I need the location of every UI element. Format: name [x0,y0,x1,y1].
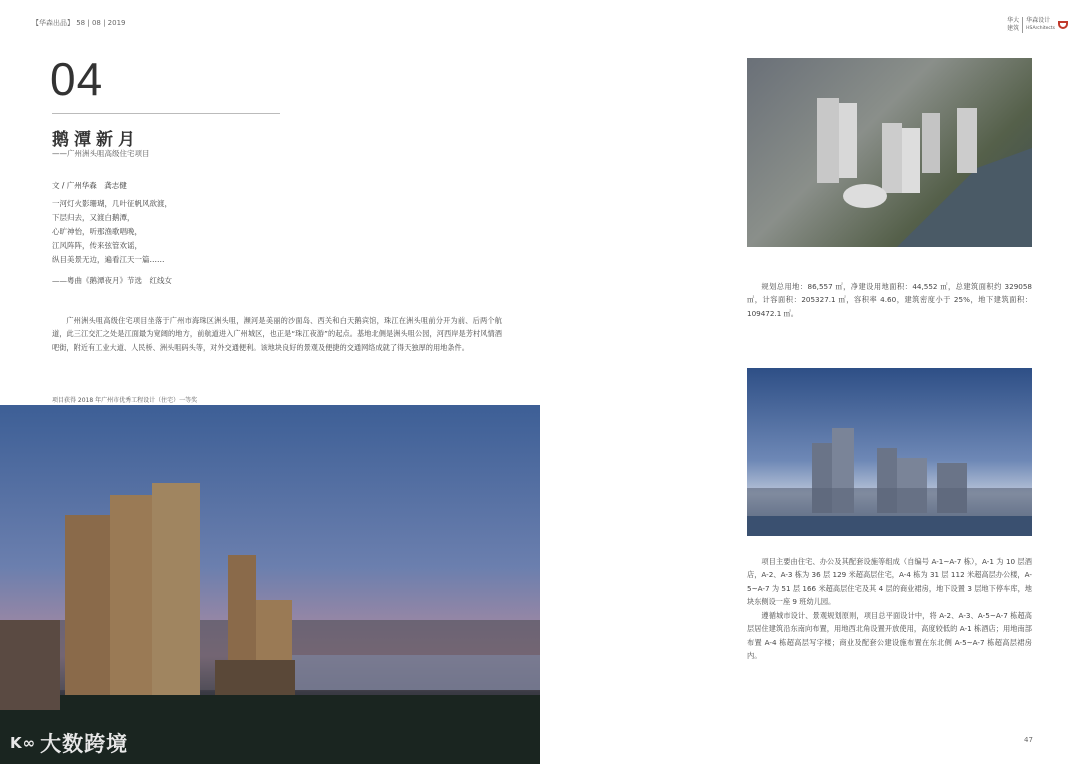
body-paragraph: 广州洲头咀高级住宅项目坐落于广州市海珠区洲头咀，濒河是美丽的沙面岛、西关和白天鹅宾馆，珠江在洲头咀前分开为前、后两个航道，此三江交汇之处是江面最为宽阔的地方，前航道进入广州城区，也正是“珠江夜游”的起点。基地北侧是洲头咀公园，河西岸是芳村风情酒吧街，附近有工业大道、人民桥、洲头咀码头等，对外交通便利。该地块良好的景观及便捷的交通网络成就了得天独厚的用地条件。 [52,316,502,352]
poem [52,197,172,267]
brand-logo [1007,17,1068,33]
photo-caption: 项目获得 2018 年广州市优秀工程设计（住宅）一等奖 [52,397,198,404]
author-line: 文 / 广州华森 龚志健 [52,181,127,190]
program-paragraph: 项目主要由住宅、办公及其配套设施等组成（自编号 A-1~A-7 栋），A-1 为 10 层酒店，A-2、A-3 栋为 36 层 129 米超高层住宅，A-4 栋为 31 层 112 米超高层办公楼，A-5~A-7 为 51 层 166 米超高层住宅及其 4 层的商业裙房，地下设置 3 层地下停车库，地块东侧设一座 9 班幼儿园。 [747,557,1032,607]
brand-name: 华森设计 [1026,17,1051,24]
poem-line: 江风阵阵，传来弦管欢谣， [52,241,142,250]
poem-line: 心旷神怡，听那渔歌唱晚， [52,227,142,236]
article-number: 04 [50,53,104,105]
watermark-logo-icon: K∞ [10,734,37,752]
brand-small-2: 建筑 [1007,25,1020,32]
page-number: 47 [1024,736,1033,744]
night-skyline-photo [0,405,540,764]
poem-line: 下层归去，又渡白鹅潭， [52,213,135,222]
brand-small-1: 华大 [1007,17,1020,24]
brand-name-en: HSArchitects [1026,26,1055,31]
issue-header: 【华森出品】 58 | 08 | 2019 [32,19,126,27]
layout-paragraph: 遵循城市设计、景观规划原则，项目总平面设计中，将 A-2、A-3、A-5~A-7 栋超高层居住建筑沿东南向布置，用地西北角设置开放使用，高度较低的 A-1 栋酒店；用地南部布置 A-4 栋超高层写字楼；商业及配套公建设施布置在东北侧 A-5~A-7 栋超高层裙房内。 [747,611,1032,661]
article-title: 鹅潭新月 [52,130,140,150]
site-stats: 规划总用地：86,557 ㎡，净建设用地面积：44,552 ㎡，总建筑面积约 329058 ㎡，计容面积：205327.1 ㎡，容积率 4.60，建筑密度小于 25%，地下建筑面积：109472.1 ㎡。 [747,282,1032,318]
brand-mark-icon [1058,21,1068,29]
watermark [10,728,128,758]
poem-line: 纵目美景无边，遍看江天一篇…… [52,255,165,264]
watermark-text: 大数跨境 [40,732,129,756]
aerial-photo [747,58,1032,247]
river-skyline-photo [747,368,1032,536]
divider [52,113,280,114]
poem-source: ——粤曲《鹅潭夜月》节选 红线女 [52,276,172,285]
poem-line: 一河灯火影珊瑚，几叶征帆风欲渡， [52,199,172,208]
article-subtitle: ——广州洲头咀高级住宅项目 [52,149,150,158]
